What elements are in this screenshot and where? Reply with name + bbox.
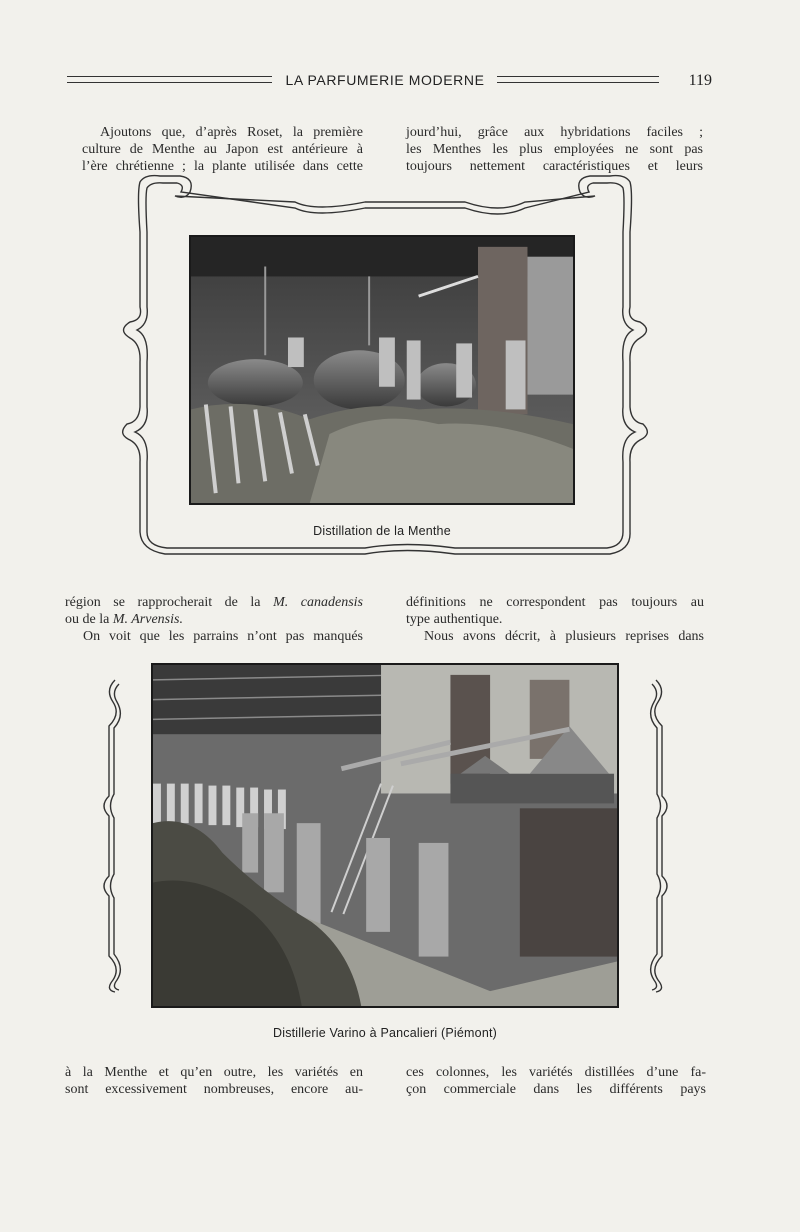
text-line: à la Menthe et qu’en outre, les variétés en	[65, 1065, 363, 1080]
text-line: On voit que les parrains n’ont pas manqués	[83, 629, 363, 644]
page-number: 119	[688, 72, 712, 89]
text-line: type authentique.	[406, 612, 503, 627]
text-line: culture de Menthe au Japon est antérieure à	[82, 142, 363, 157]
figure-caption-1: Distillation de la Menthe	[313, 524, 451, 538]
figure-caption-2: Distillerie Varino à Pancalieri (Piémont)	[272, 1026, 498, 1040]
text-line: définitions ne correspondent pas toujours au	[406, 595, 704, 610]
text-line	[65, 611, 363, 628]
top-right-column	[406, 124, 703, 175]
running-header-title: LA PARFUMERIE MODERNE	[285, 72, 485, 88]
photo-mint-distillation	[189, 235, 575, 505]
text-line: çon commerciale dans les différents pays	[406, 1082, 706, 1097]
text-fragment: région se rapprocherait de la	[65, 595, 274, 610]
middle-left-column	[65, 594, 363, 645]
text-line	[65, 594, 363, 611]
header-rule-right	[497, 76, 659, 83]
top-left-column	[82, 124, 363, 175]
text-line: l’ère chrétienne ; la plante utilisée dans cette	[82, 159, 363, 174]
bottom-right-column	[406, 1064, 706, 1098]
middle-right-column	[406, 594, 704, 645]
photo-varino-distillery	[151, 663, 619, 1008]
text-line: Nous avons décrit, à plusieurs reprises dans	[424, 629, 704, 644]
text-line: jourd’hui, grâce aux hybridations faciles ;	[406, 125, 703, 140]
italic-species-name: M. canadensis	[273, 595, 363, 610]
text-line: Ajoutons que, d’après Roset, la première	[100, 125, 363, 140]
header-rule-left	[67, 76, 272, 83]
text-fragment: ou de la	[65, 612, 113, 627]
ornament-right	[640, 676, 676, 994]
text-line: les Menthes les plus employées ne sont pas	[406, 142, 703, 157]
italic-species-name: M. Arvensis.	[112, 612, 183, 627]
text-line: toujours nettement caractéristiques et leurs	[406, 159, 703, 174]
text-line: sont excessivement nombreuses, encore au-	[65, 1082, 363, 1097]
text-line: ces colonnes, les variétés distillées d’une fa-	[406, 1065, 706, 1080]
bottom-left-column	[65, 1064, 363, 1098]
ornament-left	[95, 676, 131, 994]
